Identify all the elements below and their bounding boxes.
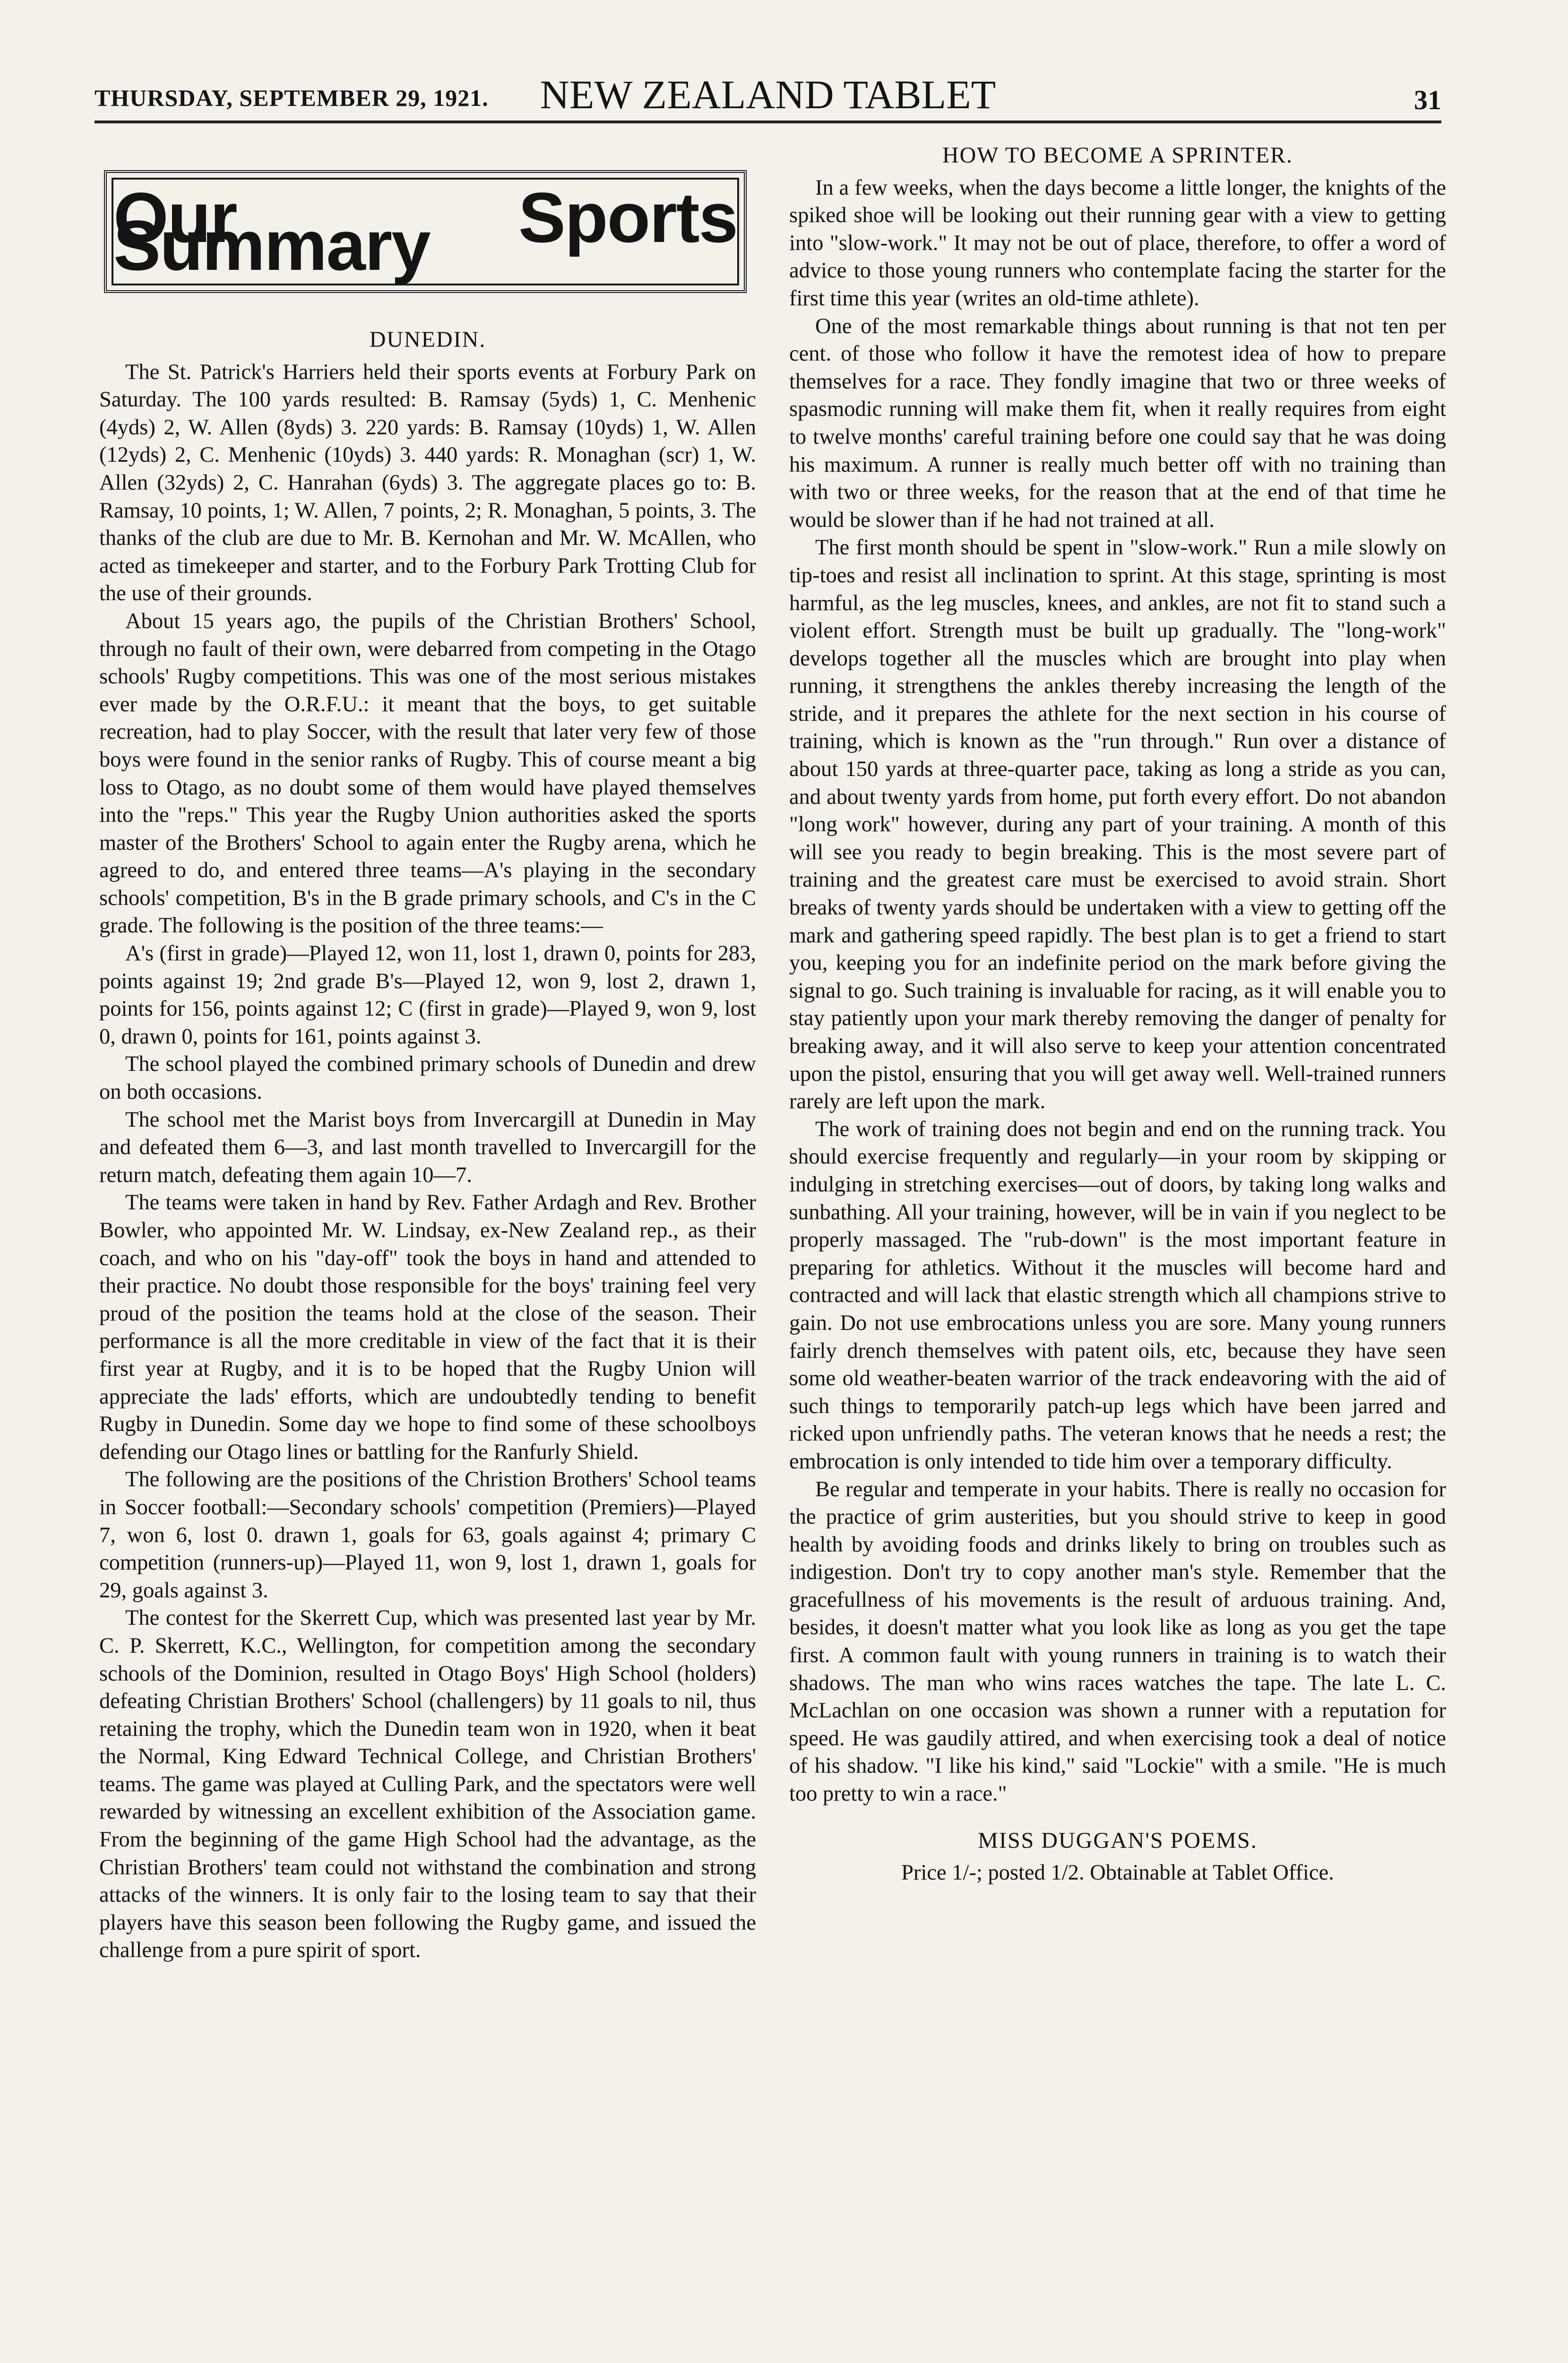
sprinter-heading: HOW TO BECOME A SPRINTER. bbox=[942, 143, 1293, 168]
page-number: 31 bbox=[1414, 85, 1441, 115]
issue-date: THURSDAY, SEPTEMBER 29, 1921. bbox=[95, 85, 489, 111]
page-header bbox=[95, 71, 1441, 118]
article-paragraph: About 15 years ago, the pupils of the Christian Brothers' School, through no fault of their own, were debarred from competing in the Otago schools' Rugby competitions. This was one of the most serious mistakes ever made by the O.R.F.U.: it meant that the boys, to get suitable recreation, had to play Soccer, with the result that later very few of those boys were found in the senior ranks of Rugby. This of course meant a big loss to Otago, as no doubt some of them would have played themselves into the "reps." This year the Rugby Union authorities asked the sports master of the Brothers' School to again enter the Rugby arena, which he agreed to do, and entered three teams—A's playing in the secondary schools' competition, B's in the B grade primary schools, and C's in the C grade. The following is the position of the three teams:— bbox=[99, 609, 756, 938]
section-title: Our Sports Summary bbox=[112, 178, 739, 285]
article-paragraph: Be regular and temperate in your habits. There is really no occasion for the practice of grim austerities, but you should strive to keep in good health by avoiding foods and drinks likely to bring on troubles such as indigestion. Don't try to copy another man's style. Remember that the gracefullness of his movements is the result of arduous training. And, besides, it doesn't matter what you look like as long as you get the tape first. A common fault with young runners in training is to watch their shadows. The man who wins races watches the tape. The late L. C. McLachlan on one occasion was shown a runner with a reputation for speed. He was gaudily attired, and when exercising took a deal of notice of his shadow. "I like his kind," said "Lockie" with a smile. "He is much too pretty to win a race." bbox=[789, 1477, 1446, 1806]
header-rule bbox=[95, 121, 1441, 123]
section-title-box bbox=[104, 170, 747, 293]
article-paragraph: A's (first in grade)—Played 12, won 11, lost 1, drawn 0, points for 283, points against 19; 2nd grade B's—Played 12, won 9, lost 2, drawn 1, points for 156, points against 12; C (first in grade)—Played 9, won 9, lost 0, drawn 0, points for 161, points against 3. bbox=[99, 941, 756, 1049]
right-column bbox=[789, 142, 1446, 1887]
article-paragraph: The contest for the Skerrett Cup, which was presented last year by Mr. C. P. Skerrett, K.C., Wellington, for competition among the secondary schools of the Dominion, resulted in Otago Boys' High School (holders) defeating Christian Brothers' School (challengers) by 11 goals to nil, thus retaining the trophy, which the Dunedin team won in 1920, when it beat the Normal, King Edward Technical College, and Christian Brothers' teams. The game was played at Culling Park, and the spectators were well rewarded by witnessing an excellent exhibition of the Association game. From the beginning of the game High School had the advantage, as the Christian Brothers' team could not withstand the combination and strong attacks of the winners. It is only fair to the losing team to say that their players have this season been following the Rugby game, and issued the challenge from a pure spirit of sport. bbox=[99, 1606, 756, 1963]
article-paragraph: The St. Patrick's Harriers held their sports events at Forbury Park on Saturday. The 100 yards resulted: B. Ramsay (5yds) 1, C. Menhenic (4yds) 2, W. Allen (8yds) 3. 220 yards: B. Ramsay (10yds) 1, W. Allen (12yds) 2, C. Menhenic (10yds) 3. 440 yards: R. Monaghan (scr) 1, W. Allen (32yds) 2, C. Hanrahan (6yds) 3. The aggregate places go to: B. Ramsay, 10 points, 1; W. Allen, 7 points, 2; R. Monaghan, 5 points, 3. The thanks of the club are due to Mr. B. Kernohan and Mr. W. McAllen, who acted as timekeeper and starter, and to the Forbury Park Trotting Club for the use of their grounds. bbox=[99, 360, 756, 606]
article-paragraph: The teams were taken in hand by Rev. Father Ardagh and Rev. Brother Bowler, who appointed Mr. W. Lindsay, ex-New Zealand rep., as their coach, and who on his "day-off" took the boys in hand and attended to their practice. No doubt those responsible for the boys' training feel very proud of the position the teams hold at the close of the season. Their performance is all the more creditable in view of the fact that it is their first year at Rugby, and it is to be hoped that the Rugby Union will appreciate the lads' efforts, which are undoubtedly tending to benefit Rugby in Dunedin. Some day we hope to find some of these schoolboys defending our Otago lines or battling for the Ranfurly Shield. bbox=[99, 1190, 756, 1464]
notice-heading: MISS DUGGAN'S POEMS. bbox=[978, 1828, 1258, 1853]
article-paragraph: The work of training does not begin and end on the running track. You should exercise frequently and regularly—in your room by skipping or indulging in stretching exercises—out of doors, by taking long walks and sunbathing. All your training, however, will be in vain if you neglect to be properly massaged. The "rub-down" is the most important feature in preparing for athletics. Without it the muscles will become hard and contracted and will lack that elastic strength which all champions strive to gain. Do not use embrocations unless you are sore. Many young runners fairly drench themselves with patent oils, etc, because they have seen some old weather-beaten warrior of the track endeavoring with the aid of such things to temporarily patch-up legs which have been jarred and ricked upon unfriendly paths. The veteran knows that he needs a rest; the embrocation is only intended to tide him over a temporary difficulty. bbox=[789, 1117, 1446, 1474]
article-paragraph: The following are the positions of the Christion Brothers' School teams in Soccer football:—Secondary schools' competition (Premiers)—Played 7, won 6, lost 0. drawn 1, goals for 63, goals against 4; primary C competition (runners-up)—Played 11, won 9, lost 1, drawn 1, goals for 29, goals against 3. bbox=[99, 1467, 756, 1603]
article-paragraph: The school met the Marist boys from Invercargill at Dunedin in May and defeated them 6—3, and last month travelled to Invercargill for the return match, defeating them again 10—7. bbox=[99, 1107, 756, 1187]
left-column bbox=[99, 142, 756, 1965]
article-paragraph: One of the most remarkable things about running is that not ten per cent. of those who follow it have the remotest idea of how to prepare themselves for a race. They fondly imagine that two or three weeks of spasmodic running will make them fit, when it really requires from eight to twelve months' careful training before one could say that he was doing his maximum. A runner is really much better off with no training than with two or three weeks, for the reason that at the end of that time he would be slower than if he had not trained at all. bbox=[789, 314, 1446, 532]
notice-text: Price 1/-; posted 1/2. Obtainable at Tablet Office. bbox=[901, 1861, 1334, 1885]
publication-title: NEW ZEALAND TABLET bbox=[540, 72, 996, 117]
article-paragraph: The first month should be spent in "slow-work." Run a mile slowly on tip-toes and resist all inclination to sprint. At this stage, sprinting is most harmful, as the leg muscles, knees, and ankles, are not fit to stand such a violent effort. Strength must be built up gradually. The "long-work" develops together all the muscles which are brought into play when running, it strengthens the ankles thereby increasing the length of the stride, and it prepares the athlete for the next section in his course of training, which is known as the "run through." Run over a distance of about 150 yards at three-quarter pace, taking as long a stride as you can, and about twenty yards from home, put forth every effort. Do not abandon "long work" however, during any part of your training. A month of this will see you ready to begin breaking. This is the most severe part of training and the greatest care must be exercised to avoid strain. Short breaks of twenty yards should be undertaken with a view to getting off the mark and gathering speed rapidly. The best plan is to get a friend to start you, keeping you for an indefinite period on the mark before giving the signal to go. Such training is invaluable for racing, as it will enable you to stay patiently upon your mark thereby removing the danger of penalty for breaking away, and it will also serve to keep your attention concentrated upon the pistol, ensuring that you will get away well. Well-trained runners rarely are left upon the mark. bbox=[789, 535, 1446, 1114]
article-paragraph: The school played the combined primary schools of Dunedin and drew on both occasions. bbox=[99, 1052, 756, 1104]
article-paragraph: In a few weeks, when the days become a little longer, the knights of the spiked shoe will be looking out their running gear with a view to getting into "slow-work." It may not be out of place, therefore, to offer a word of advice to those young runners who contemplate facing the starter for the first time this year (writes an old-time athlete). bbox=[789, 175, 1446, 310]
dunedin-heading: DUNEDIN. bbox=[369, 327, 486, 352]
